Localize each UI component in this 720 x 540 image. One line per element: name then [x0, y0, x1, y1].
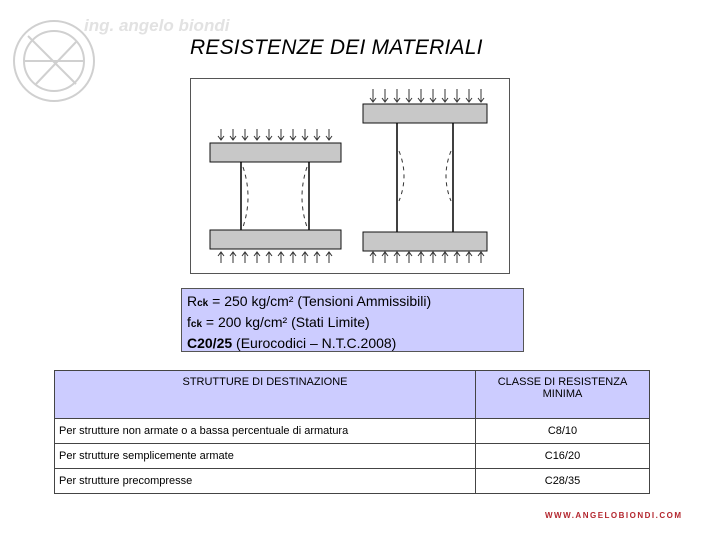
- class-cell: C16/20: [476, 444, 650, 469]
- structure-cell: Per strutture precompresse: [55, 469, 476, 494]
- table-row: [55, 444, 650, 469]
- table-row: [55, 419, 650, 444]
- header-structure: STRUTTURE DI DESTINAZIONE: [55, 371, 476, 419]
- fck-symbol: f: [187, 314, 191, 330]
- table-row: [55, 469, 650, 494]
- structure-cell: Per strutture semplicemente armate: [55, 444, 476, 469]
- website-footer: WWW.ANGELOBIONDI.COM: [545, 511, 683, 520]
- class-text: (Eurocodici – N.T.C.2008): [232, 335, 397, 351]
- rck-subscript: ck: [197, 298, 209, 309]
- class-code: C20/25: [187, 335, 233, 351]
- fck-subscript: ck: [190, 319, 203, 330]
- class-cell: C28/35: [476, 469, 650, 494]
- fck-text: = 200 kg/cm² (Stati Limite): [202, 314, 370, 330]
- strength-info-box: [181, 288, 524, 352]
- page-title: RESISTENZE DEI MATERIALI: [190, 36, 483, 59]
- logo: [6, 6, 230, 116]
- header-class: CLASSE DI RESISTENZA MINIMA: [476, 371, 650, 419]
- resistance-table: [54, 370, 650, 494]
- rck-line: [187, 292, 523, 313]
- rck-text: = 250 kg/cm² (Tensioni Ammissibili): [208, 293, 432, 309]
- table-header-row: [55, 371, 650, 419]
- compression-test-diagram: [190, 78, 510, 274]
- logo-text: ing. angelo biondi: [84, 16, 230, 35]
- structure-cell: Per strutture non armate o a bassa percentuale di armatura: [55, 419, 476, 444]
- rck-symbol: R: [187, 293, 198, 309]
- class-line: [187, 334, 523, 353]
- class-cell: C8/10: [476, 419, 650, 444]
- fck-line: [187, 313, 523, 334]
